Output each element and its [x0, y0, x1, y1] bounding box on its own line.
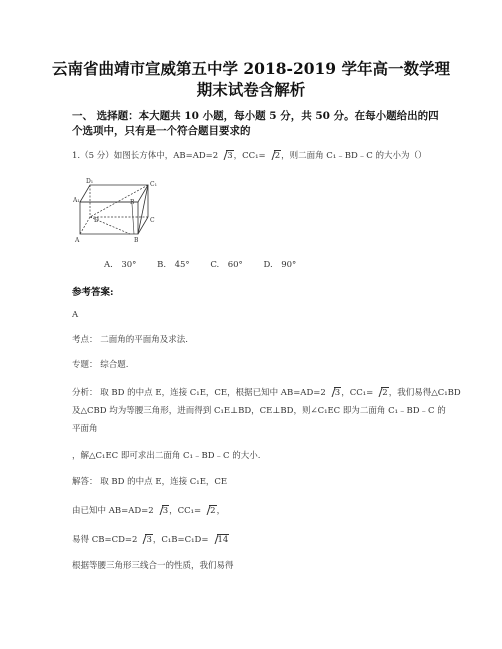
label-d: D: [94, 217, 99, 224]
sqrt-symbol: [327, 387, 341, 399]
sqrt-value: 2: [210, 506, 216, 516]
sqrt-value: 14: [217, 535, 229, 545]
jie-line: ，解△C₁EC 即可求出二面角 C₁﹣BD﹣C 的大小.: [72, 451, 261, 461]
answer-value: A: [72, 310, 79, 320]
given-text: 由已知中 AB=AD=2: [72, 506, 154, 516]
option-b[interactable]: B. 45°: [157, 260, 190, 270]
fenxi-text: ，我们易得△C₁BD: [388, 388, 461, 398]
sqrt-symbol: [374, 387, 388, 399]
edge-c1d: [90, 185, 148, 217]
edge-aux: [132, 204, 134, 234]
sqrt-value: 3: [334, 388, 341, 398]
sqrt-symbol: [138, 534, 152, 546]
question-suffix: ，则二面角 C₁﹣BD﹣C 的大小为（）: [281, 151, 427, 161]
label-a1: A₁: [73, 197, 80, 204]
sqrt-symbol: [202, 505, 216, 517]
edge-c1b: [138, 185, 148, 234]
sqrt-symbol: [155, 505, 169, 517]
kaodian-line: 考点： 二面角的平面角及求法.: [72, 335, 188, 345]
front-face: [80, 202, 138, 234]
page-title: [40, 58, 462, 100]
easy-line: [72, 534, 444, 546]
label-c1: C₁: [150, 181, 157, 188]
fenxi-text: ，CC₁=: [341, 388, 374, 398]
question-mid: ，CC₁=: [233, 151, 266, 161]
fenxi-line-3: 平面角: [72, 424, 98, 434]
given-text: ，CC₁=: [169, 506, 202, 516]
last-line: 根据等腰三角形三线合一的性质，我们易得: [72, 561, 234, 571]
label-b: B: [134, 237, 139, 244]
sqrt-value: 3: [227, 151, 233, 161]
section-heading: 一、 选择题：本大题共 10 小题，每小题 5 分，共 50 分。在每小题给出的四个选项中，只有是一个符合题目要求的: [72, 110, 439, 137]
question-prefix: 1.（5 分）如图长方体中，AB=AD=2: [72, 151, 219, 161]
label-d1: D₁: [86, 178, 94, 185]
given-line: [72, 505, 444, 517]
jieda-line: 解答： 取 BD 的中点 E，连接 C₁E，CE: [72, 477, 228, 487]
sqrt-value: 3: [146, 535, 152, 545]
fenxi-line-1: [72, 387, 461, 399]
sqrt-value: 2: [274, 151, 281, 161]
easy-text: ，C₁B=C₁D=: [152, 535, 209, 545]
label-a: A: [75, 237, 80, 244]
sqrt-value: 3: [162, 506, 169, 516]
answer-options: [104, 259, 476, 271]
title-line-1: 云南省曲靖市宣威第五中学 2018-2019 学年高一数学理: [51, 59, 450, 78]
option-c[interactable]: C. 60°: [210, 260, 243, 270]
fenxi-line-2: 及△CBD 均为等腰三角形，进而得到 C₁E⊥BD，CE⊥BD，则∠C₁EC 即为二面角 C₁﹣BD﹣C 的: [72, 406, 446, 416]
label-b1: B: [130, 199, 135, 206]
fenxi-text: 分析： 取 BD 的中点 E，连接 C₁E，CE，根据已知中 AB=AD=2: [72, 388, 326, 398]
question-1: [72, 150, 444, 162]
easy-text: 易得 CB=CD=2: [72, 535, 138, 545]
option-d[interactable]: D. 90°: [263, 260, 297, 270]
zhuanti-line: 专题： 综合题.: [72, 360, 129, 370]
sqrt-value: 2: [382, 388, 388, 398]
sqrt-symbol: [219, 150, 233, 162]
sqrt-symbol: [210, 534, 230, 546]
option-a[interactable]: A. 30°: [104, 260, 137, 270]
cuboid-figure: [72, 172, 172, 250]
edge-da: [80, 217, 90, 234]
answer-heading: 参考答案:: [72, 287, 114, 298]
sqrt-symbol: [267, 150, 281, 162]
title-line-2: 期末试卷含解析: [196, 80, 306, 99]
given-text: ，: [216, 506, 226, 516]
label-c: C: [150, 217, 155, 224]
